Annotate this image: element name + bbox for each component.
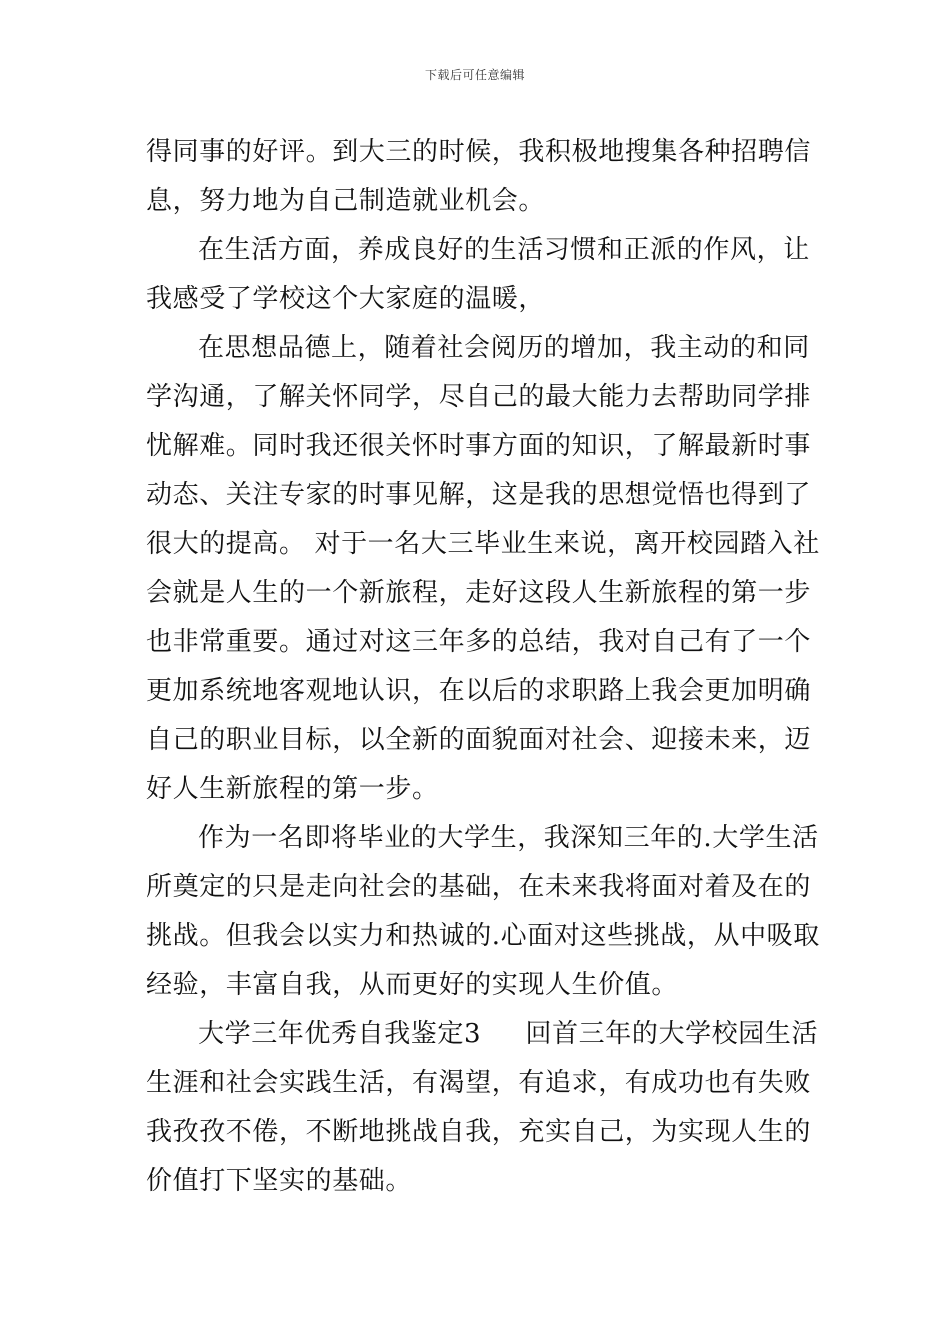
text-line: 很大的提高。 对于一名大三毕业生来说，离开校园踏入社 bbox=[146, 529, 820, 559]
text-line: 作为一名即将毕业的大学生，我深知三年的.大学生活 bbox=[198, 823, 819, 853]
text-line: 好人生新旅程的第一步。 bbox=[146, 774, 439, 804]
text-line: 所奠定的只是走向社会的基础，在未来我将面对着及在的 bbox=[146, 872, 812, 902]
text-line: 得同事的好评。到大三的时候，我积极地搜集各种招聘信 bbox=[146, 137, 812, 167]
text-line: 息，努力地为自己制造就业机会。 bbox=[146, 186, 546, 216]
text-line: 挑战。但我会以实力和热诚的.心面对这些挑战，从中吸取 bbox=[146, 921, 820, 951]
text-line: 也非常重要。通过对这三年多的总结，我对自己有了一个 bbox=[146, 627, 812, 657]
text-line: 生涯和社会实践生活，有渴望，有追求，有成功也有失败 bbox=[146, 1068, 812, 1098]
text-line: 大学三年优秀自我鉴定3 回首三年的大学校园生活 bbox=[198, 1019, 819, 1049]
text-line: 在思想品德上，随着社会阅历的增加，我主动的和同 bbox=[198, 333, 810, 363]
text-line: 经验，丰富自我，从而更好的实现人生价值。 bbox=[146, 970, 679, 1000]
text-line: 忧解难。同时我还很关怀时事方面的知识，了解最新时事 bbox=[146, 431, 812, 461]
text-line: 动态、关注专家的时事见解，这是我的思想觉悟也得到了 bbox=[146, 480, 812, 510]
text-line: 我感受了学校这个大家庭的温暖， bbox=[146, 284, 546, 314]
text-line: 在生活方面，养成良好的生活习惯和正派的作风，让 bbox=[198, 235, 810, 265]
text-line: 自己的职业目标，以全新的面貌面对社会、迎接未来，迈 bbox=[146, 725, 812, 755]
text-line: 价值打下坚实的基础。 bbox=[146, 1166, 413, 1196]
text-line: 会就是人生的一个新旅程，走好这段人生新旅程的第一步 bbox=[146, 578, 812, 608]
text-line: 更加系统地客观地认识，在以后的求职路上我会更加明确 bbox=[146, 676, 812, 706]
document-body bbox=[146, 128, 820, 1206]
header-note: 下载后可任意编辑 bbox=[424, 68, 525, 82]
text-line: 学沟通，了解关怀同学，尽自己的最大能力去帮助同学排 bbox=[146, 382, 812, 412]
text-line: 我孜孜不倦，不断地挑战自我，充实自己，为实现人生的 bbox=[146, 1117, 812, 1147]
